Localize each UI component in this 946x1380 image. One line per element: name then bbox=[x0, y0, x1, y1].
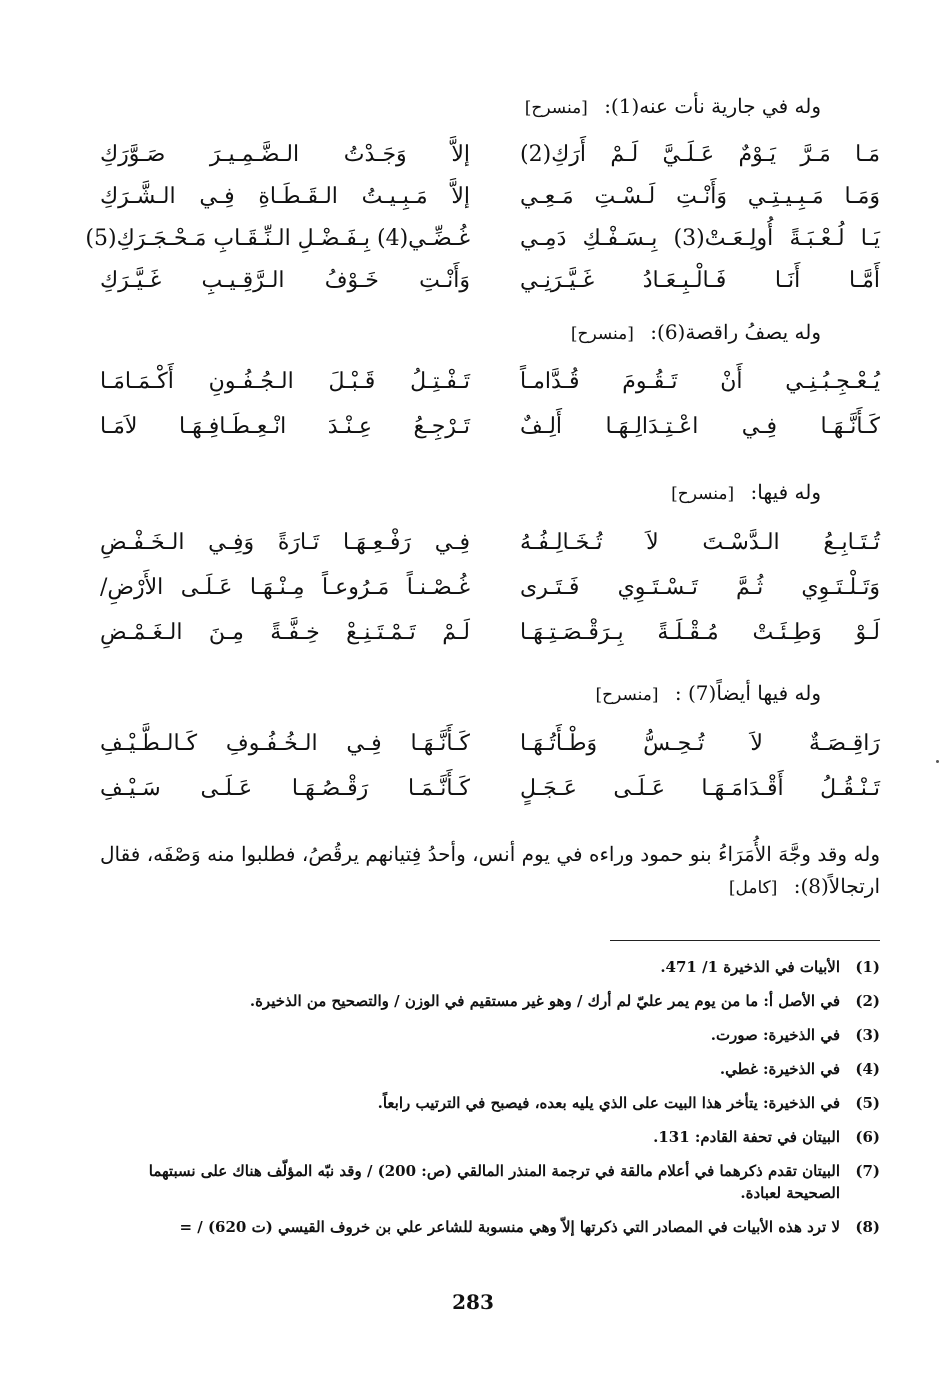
verse-first-hemistich: يَـا لُـعْـبَـةً أُولِـعَـتْ(3) بِـسَـفْـكِ دَمِـي bbox=[520, 226, 880, 251]
meter-label: [منسرح] bbox=[595, 685, 659, 705]
verse-line bbox=[100, 410, 880, 444]
verse-second-hemistich: تَـرْجِـعُ عِـنْـدَ انْـعِـطَـافِـهَـا لاَمَـا bbox=[100, 414, 470, 439]
verse-second-hemistich: كَـأَنَّـهَـا فِـي الـخُـفُـوفِ كَـالـطَّـيْـفِ bbox=[100, 731, 470, 756]
verse-line bbox=[100, 138, 880, 172]
verse-line bbox=[100, 772, 880, 806]
verse-first-hemistich: رَاقِـصَـةٌ لاَ تُـحِـسُّ وَطْـأَتُـهَـا bbox=[520, 731, 880, 756]
verse-second-hemistich: إلاَّ وَجَـدْتُ الـضَّـمِـيـرَ صَـوَّرَكِ bbox=[100, 142, 470, 167]
footnote-text: البيتان في تحفة القادم: 131. bbox=[653, 1128, 840, 1146]
footnote-text: في الذخيرة: صورت. bbox=[710, 1026, 840, 1044]
verse-line bbox=[100, 264, 880, 298]
verse-second-hemistich: لَـمْ تَـمْـتَـنِـعْ خِـفَّـةً مِـنَ الـغَـمْـضِ bbox=[100, 620, 470, 645]
verse-first-hemistich: وَتَـلْـتَـوِي ثُـمَّ تَـسْـتَـوِي فَـتَـرى bbox=[520, 575, 880, 600]
verse-first-hemistich: كَـأَنَّـهَـا فِـي اعْـتِـدَالِـهَـا أَلِـفٌ bbox=[520, 414, 880, 439]
verse-first-hemistich: لَـوْ وَطِـئَـتْ مُـقْـلَـةً بِـرَقْـصَـتِـهَـا bbox=[520, 620, 880, 645]
footnote bbox=[90, 990, 880, 1012]
meter-label: [كامل] bbox=[728, 878, 778, 898]
footnote bbox=[90, 1058, 880, 1080]
section-heading bbox=[421, 92, 821, 122]
scan-speck bbox=[936, 760, 939, 763]
footnote-text: في الذخيرة: يتأخر هذا البيت على الذي يليه بعده، فيصبح في الترتيب رابعاً. bbox=[377, 1094, 840, 1112]
section-heading bbox=[421, 318, 821, 348]
verse-first-hemistich: يُـعْـجِـبُـنِـي أَنْ تَـقُـومَ قُـدَّامـاً bbox=[520, 369, 880, 394]
meter-label: [منسرح] bbox=[570, 324, 634, 344]
verse-line bbox=[85, 222, 880, 256]
page-number: 283 bbox=[452, 1290, 494, 1314]
heading-text: وله فيها أيضاً(7) : bbox=[674, 681, 821, 705]
footnote bbox=[90, 956, 880, 978]
heading-text: وله في جارية نأت عنه(1): bbox=[604, 94, 821, 118]
footnote-number: (2) bbox=[855, 992, 880, 1010]
footnote-text: في الذخيرة: غطي. bbox=[719, 1060, 840, 1078]
verse-line bbox=[100, 616, 880, 650]
footnotes bbox=[90, 956, 880, 1250]
verse-second-hemistich: فِـي رَفْـعِـهَـا تَـارَةً وَفِـي الـخَـفْـضِ bbox=[100, 530, 470, 555]
verse-second-hemistich: وَأَنْـتِ خَـوْفُ الـرَّقِـيـبِ غَـيَّـرَكِ bbox=[100, 268, 470, 293]
footnote-text: لا ترد هذه الأبيات في المصادر التي ذكرتها إلاّ وهي منسوبة للشاعر علي بن خروف القيسي (ت 620) / = bbox=[179, 1218, 840, 1236]
footnote-text: البيتان تقدم ذكرهما في أعلام مالقة في ترجمة المنذر المالقي (ص: 200) / وقد نبّه المؤلّف هناك على نسبتهما الصحيحة لعبادة. bbox=[148, 1162, 840, 1202]
footnote bbox=[90, 1160, 880, 1204]
section-heading bbox=[421, 478, 821, 508]
footnote-divider bbox=[610, 940, 880, 941]
verse-second-hemistich: تَـفْـتِـلُ قَـبْـلَ الـجُـفُـونِ أَكْـمَـامَـا bbox=[100, 369, 470, 394]
meter-label: [منسرح] bbox=[671, 484, 735, 504]
verse-first-hemistich: وَمَـا مَـبِـيـتِـي وَأَنْـتِ لَـسْـتِ مَـعِـي bbox=[520, 184, 880, 209]
heading-text: وله يصفُ راقصة(6): bbox=[650, 320, 821, 344]
footnote-number: (1) bbox=[855, 958, 880, 976]
footnote-number: (6) bbox=[855, 1128, 880, 1146]
verse-first-hemistich: تَـنْـقُـلُ أَقْـدَامَـهَـا عَـلَـى عَـجَـلٍ bbox=[520, 776, 880, 801]
verse-second-hemistich: غُـصْـنـاً مَـرُوعـاً مِـنْـهَـا عَـلَـى الأَرْضِ/ bbox=[100, 575, 470, 600]
verse-line bbox=[100, 571, 880, 605]
verse-line bbox=[100, 365, 880, 399]
verse-second-hemistich: كَـأَنَّـمَـا رَقْـصُـهَـا عَـلَـى سَـيْـفِ bbox=[100, 776, 470, 801]
footnote bbox=[90, 1216, 880, 1238]
verse-first-hemistich: أَمَّـا أَنَـا فَـالْـبِـعَـادُ غَـيَّـرَنِـي bbox=[520, 268, 880, 293]
verse-second-hemistich: غُـضِّـي(4) بِـفَـضْـلِ الـنِّـقَـابِ مَـحْـجَـرَكِ(5) bbox=[85, 226, 470, 251]
footnote-text: في الأصل أ: ما من يوم يمر عليّ لم أرك / وهو غير مستقيم في الوزن / والتصحيح من الذخيرة. bbox=[249, 992, 840, 1010]
footnote bbox=[90, 1092, 880, 1114]
verse-line bbox=[100, 727, 880, 761]
verse-second-hemistich: إلاَّ مَـبِـيـتُ الـقَـطَـاةِ فِـي الـشَّـرَكِ bbox=[100, 184, 470, 209]
verse-first-hemistich: مَـا مَـرَّ يَـوْمٌ عَـلَـيَّ لَـمْ أَرَكِ(2) bbox=[520, 142, 880, 167]
verse-line bbox=[100, 526, 880, 560]
heading-text: وله فيها: bbox=[750, 480, 821, 504]
verse-first-hemistich: تُـتَـابِـعُ الـدَّسْـتَ لاَ تُـخَـالِـفُـهُ bbox=[520, 530, 880, 555]
footnote bbox=[90, 1024, 880, 1046]
prose-text: وله وقد وجَّهَ الأُمَرَاءُ بنو حمود وراءه في يوم أنس، وأحدُ فِتيانهم يرقُصُ، فطلبوا منه وَصْفَه، فقال ارتجالاً(8): bbox=[100, 842, 880, 898]
footnote-number: (4) bbox=[855, 1060, 880, 1078]
verse-line bbox=[100, 180, 880, 214]
footnote-number: (8) bbox=[855, 1218, 880, 1236]
meter-label: [منسرح] bbox=[524, 98, 588, 118]
prose-paragraph bbox=[100, 838, 880, 904]
footnote-number: (7) bbox=[855, 1162, 880, 1180]
footnote-number: (3) bbox=[855, 1026, 880, 1044]
footnote bbox=[90, 1126, 880, 1148]
footnote-text: الأبيات في الذخيرة 1/ 471. bbox=[660, 958, 840, 976]
footnote-number: (5) bbox=[855, 1094, 880, 1112]
section-heading bbox=[421, 679, 821, 709]
